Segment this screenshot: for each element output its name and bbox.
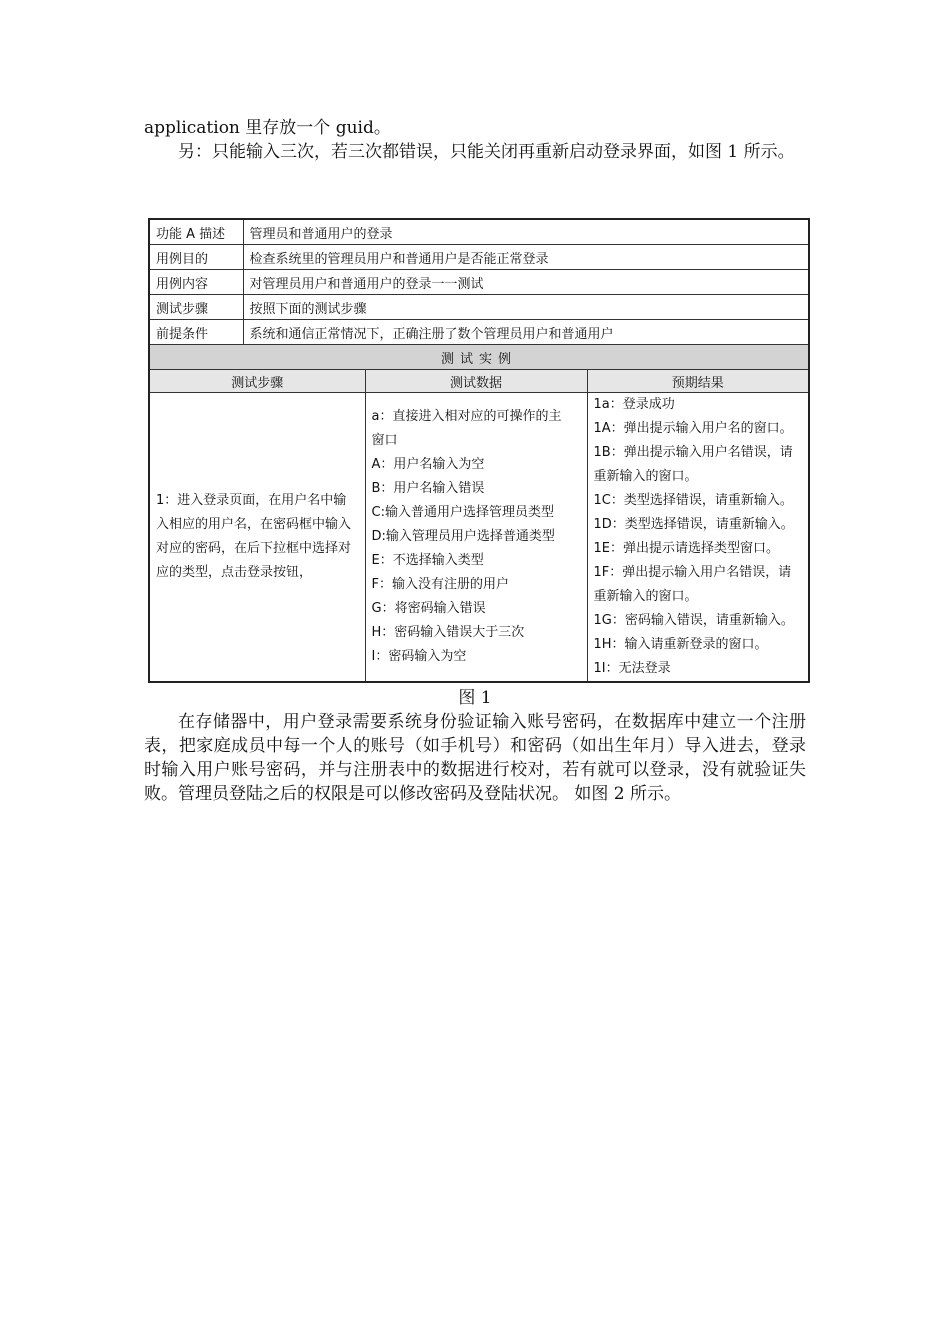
expected-result-line: 1E：弹出提示请选择类型窗口。 (593, 541, 779, 556)
test-data-line: A：用户名输入为空 (371, 457, 485, 472)
expected-result-line: 重新输入的窗口。 (593, 469, 698, 484)
meta-value: 对管理员用户和普通用户的登录一一测试 (243, 270, 809, 295)
test-step-text: 1：进入登录页面，在用户名中输入相应的用户名，在密码框中输入对应的密码，在后下拉框中选择对应的类型，点击登录按钮， (156, 493, 352, 580)
login-test-case-table (148, 218, 810, 683)
meta-label: 用例目的 (149, 245, 243, 270)
meta-label: 前提条件 (149, 320, 243, 345)
figure-caption: 图 1 (458, 688, 492, 708)
meta-row (149, 270, 809, 295)
expected-result-line: 1a：登录成功 (593, 397, 675, 412)
meta-value: 检查系统里的管理员用户和普通用户是否能正常登录 (243, 245, 809, 270)
col-header-steps: 测试步骤 (149, 370, 365, 393)
meta-label: 用例内容 (149, 270, 243, 295)
table-band-title: 测试实例 (149, 345, 809, 370)
test-data-line: G：将密码输入错误 (371, 601, 486, 616)
meta-row (149, 295, 809, 320)
test-data-line: B：用户名输入错误 (371, 481, 485, 496)
col-header-data: 测试数据 (365, 370, 587, 393)
meta-row (149, 320, 809, 345)
paragraph-registry: 在存储器中，用户登录需要系统身份验证输入账号密码，在数据库中建立一个注册表，把家庭成员中每一个人的账号（如手机号）和密码（如出生年月）导入进去，登录时输入用户账号密码，并与注册表中的数据进行校对，若有就可以登录，没有就验证失败。管理员登陆之后的权限是可以修改密码及登陆状况。 如图 2 所示。 (144, 712, 806, 804)
cell-expected-results (587, 393, 809, 683)
cell-test-steps (149, 393, 365, 683)
expected-result-line: 1D：类型选择错误，请重新输入。 (593, 517, 794, 532)
expected-result-line: 1I：无法登录 (593, 661, 671, 676)
meta-value: 系统和通信正常情况下，正确注册了数个管理员用户和普通用户 (243, 320, 809, 345)
expected-result-line: 重新输入的窗口。 (593, 589, 698, 604)
meta-row (149, 245, 809, 270)
meta-label: 测试步骤 (149, 295, 243, 320)
cell-test-data (365, 393, 587, 683)
test-data-line: D:输入管理员用户选择普通类型 (371, 529, 555, 544)
meta-label: 功能 A 描述 (149, 219, 243, 245)
expected-result-line: 1G：密码输入错误，请重新输入。 (593, 613, 794, 628)
paragraph-login-limit: 另：只能输入三次，若三次都错误，只能关闭再重新启动登录界面，如图 1 所示。 (178, 142, 795, 162)
col-header-results: 预期结果 (587, 370, 809, 393)
expected-result-line: 1B：弹出提示输入用户名错误，请 (593, 445, 793, 460)
test-data-line: a：直接进入相对应的可操作的主 (371, 409, 562, 424)
test-data-line: E：不选择输入类型 (371, 553, 484, 568)
meta-row (149, 219, 809, 245)
test-data-line: H：密码输入错误大于三次 (371, 625, 525, 640)
expected-result-line: 1F：弹出提示输入用户名错误，请 (593, 565, 792, 580)
expected-result-line: 1C：类型选择错误，请重新输入。 (593, 493, 793, 508)
test-data-line: C:输入普通用户选择管理员类型 (371, 505, 554, 520)
test-data-line: 窗口 (371, 433, 398, 448)
test-data-line: I：密码输入为空 (371, 649, 467, 664)
paragraph-intro: application 里存放一个 guid。 (144, 118, 391, 138)
test-data-line: F：输入没有注册的用户 (371, 577, 509, 592)
meta-value: 管理员和普通用户的登录 (243, 219, 809, 245)
meta-value: 按照下面的测试步骤 (243, 295, 809, 320)
expected-result-line: 1A：弹出提示输入用户名的窗口。 (593, 421, 793, 436)
expected-result-line: 1H：输入请重新登录的窗口。 (593, 637, 768, 652)
